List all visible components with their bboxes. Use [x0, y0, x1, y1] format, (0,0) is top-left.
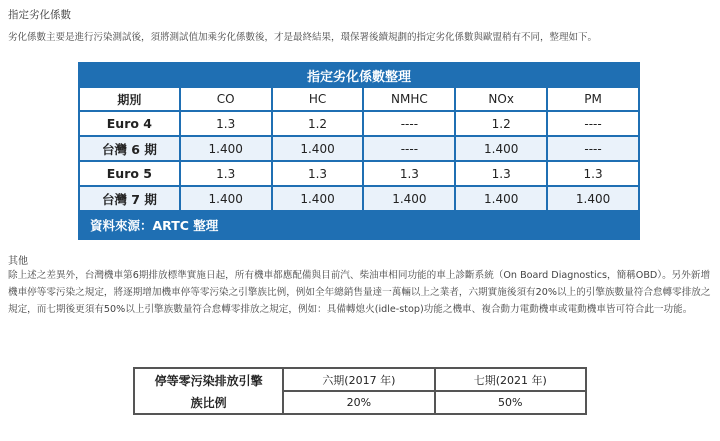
section-title-deterioration-factor: 指定劣化係數 — [8, 9, 71, 21]
row-label: Euro 5 — [79, 161, 180, 186]
table-cell: ---- — [363, 136, 455, 161]
table-cell: 1.400 — [180, 136, 272, 161]
row-label: 族比例 — [134, 391, 283, 414]
table-row — [79, 186, 639, 211]
header-cell: NOx — [455, 87, 547, 111]
table-row — [134, 368, 586, 391]
header-cell: 六期(2017 年) — [283, 368, 434, 391]
table-cell: 1.3 — [363, 161, 455, 186]
header-cell: PM — [547, 87, 639, 111]
table-cell: ---- — [547, 111, 639, 136]
table-cell: 1.400 — [180, 186, 272, 211]
table-cell: 1.400 — [272, 186, 364, 211]
row-label: 停等零污染排放引擎 — [134, 368, 283, 391]
table-cell: 1.400 — [272, 136, 364, 161]
header-cell: 七期(2021 年) — [435, 368, 586, 391]
table-cell: 1.3 — [547, 161, 639, 186]
table-cell: ---- — [547, 136, 639, 161]
table-cell: 1.3 — [272, 161, 364, 186]
row-label: 台灣 6 期 — [79, 136, 180, 161]
header-cell: NMHC — [363, 87, 455, 111]
table-cell: ---- — [363, 111, 455, 136]
row-label: Euro 4 — [79, 111, 180, 136]
table-caption: 指定劣化係數整理 — [79, 63, 639, 87]
table-cell: 1.400 — [455, 136, 547, 161]
table-cell: 1.3 — [455, 161, 547, 186]
table-header-row — [79, 87, 639, 111]
section-title-other: 其他 — [8, 256, 28, 267]
table-cell: 50% — [435, 391, 586, 414]
table-row — [79, 161, 639, 186]
table-cell: 1.400 — [547, 186, 639, 211]
header-cell: HC — [272, 87, 364, 111]
table-cell: 1.3 — [180, 111, 272, 136]
table-row — [134, 391, 586, 414]
deterioration-factor-table — [78, 62, 640, 240]
table-cell: 20% — [283, 391, 434, 414]
table-source-note: 資料來源：ARTC 整理 — [79, 211, 639, 239]
table-cell: 1.2 — [272, 111, 364, 136]
intro-paragraph: 劣化係數主要是進行污染測試後，須將測試值加乘劣化係數後，才是最終結果，環保署後續規劃的指定劣化係數與歐盟稍有不同，整理如下。 — [8, 32, 598, 43]
table-cell: 1.400 — [455, 186, 547, 211]
table-cell: 1.3 — [180, 161, 272, 186]
table-row — [79, 111, 639, 136]
row-label: 台灣 7 期 — [79, 186, 180, 211]
header-cell: 期別 — [79, 87, 180, 111]
idle-stop-ratio-table — [133, 367, 587, 415]
table-row — [79, 136, 639, 161]
table-cell: 1.2 — [455, 111, 547, 136]
other-paragraph: 除上述之差異外，台灣機車第6期排放標準實施日起，所有機車都應配備與目前汽、柴油車相同功能的車上診斷系統（On Board Diagnostics，簡稱OBD）。另外新增機車停等零污染之規定，將逐期增加機車停等零污染之引擎族比例，例如全年總銷售量達一萬輛以上之業者，六期實施後須有20%以上的引擎族數量符合怠轉零排放之規定，而七期後更須有50%以上引擎族數量符合怠轉零排放之規定，例如：具備轉熄火(idle-stop)功能之機車、複合動力電動機車或電動機車皆可符合此一功能。 — [8, 270, 711, 315]
table-cell: 1.400 — [363, 186, 455, 211]
header-cell: CO — [180, 87, 272, 111]
